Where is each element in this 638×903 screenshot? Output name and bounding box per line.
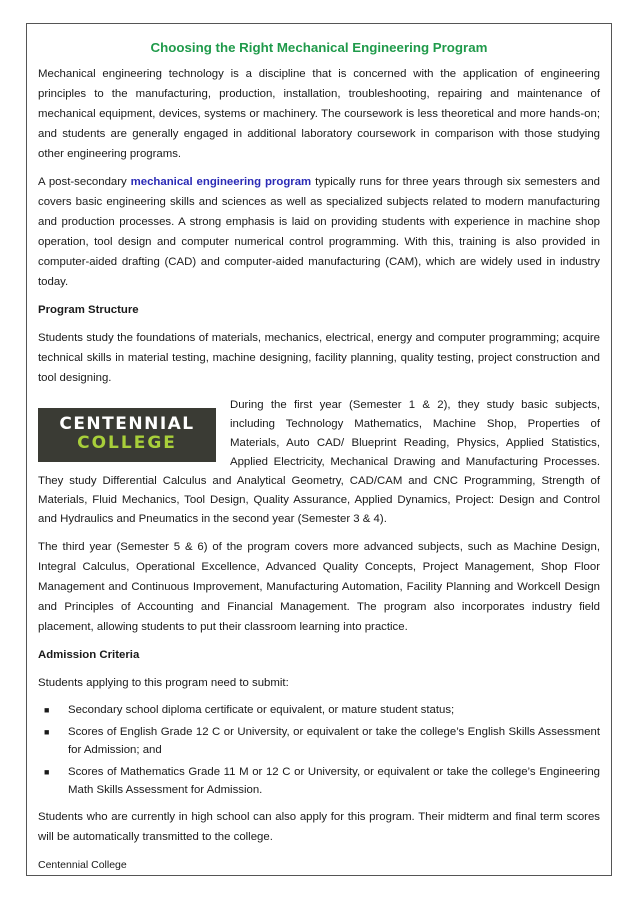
first-year-block bbox=[38, 396, 600, 529]
program-structure-heading: Program Structure bbox=[38, 304, 139, 316]
page-title: Choosing the Right Mechanical Engineering Program bbox=[150, 40, 488, 55]
first-second-year-paragraph: During the first year (Semester 1 & 2), they study basic subjects, including Technology Mathematics, Machine Shop, Properties of Materials, Auto CAD/ Blueprint Reading, Physics, Applied Statistics, Applied Electricity, Mechanical Drawing and Manufacturing Processes. They study Differential Calculus and Analytical Geometry, CAD/CAM and CNC Programming, Strength of Materials, Fluid Mechanics, Tool Design, Quality Assurance, Applied Dynamics, Project: Design and Control and Hydraulics and Pneumatics in the second year (Semester 3 & 4). bbox=[38, 399, 600, 525]
program-text-after: typically runs for three years through six semesters and covers basic engineering skills and sciences as well as specialized subjects related to modern manufacturing and production processes. A strong emphasis is laid on providing students with experience in machine shop operation, tool design and computer numerical control programming. With this, training is also provided in computer-aided drafting (CAD) and computer-aided manufacturing (CAM), which are widely used in industry today. bbox=[38, 176, 600, 288]
mechanical-engineering-program-link[interactable]: mechanical engineering program bbox=[130, 176, 312, 188]
logo-line-1: CENTENNIAL bbox=[59, 414, 195, 434]
bullet-icon: ■ bbox=[44, 767, 50, 777]
bullet-icon: ■ bbox=[44, 705, 50, 715]
footer-text: Centennial College bbox=[38, 859, 127, 871]
admission-intro: Students applying to this program need to submit: bbox=[38, 677, 289, 689]
centennial-college-logo bbox=[38, 408, 216, 462]
list-item-text: Scores of Mathematics Grade 11 M or 12 C or University, or equivalent or take the college’s Engineering Math Skills Assessment for Admission. bbox=[68, 766, 600, 796]
structure-paragraph: Students study the foundations of materials, mechanics, electrical, energy and computer programming; acquire technical skills in material testing, machine designing, facility planning, quality testing, project construction and tool designing. bbox=[38, 332, 600, 384]
admission-list bbox=[38, 701, 600, 799]
document-body bbox=[38, 38, 600, 875]
intro-paragraph: Mechanical engineering technology is a discipline that is concerned with the application of engineering principles to the manufacturing, production, installation, troubleshooting, repairing and maintenance of mechanical equipment, devices, systems or machinery. The coursework is less theoretical and more hands-on; and students are generally engaged in additional laboratory coursework in comparison with those studying other engineering programs. bbox=[38, 68, 600, 160]
program-text-before: A post-secondary bbox=[38, 176, 131, 188]
list-item-text: Secondary school diploma certificate or equivalent, or mature student status; bbox=[68, 704, 455, 716]
list-item bbox=[38, 763, 600, 799]
list-item bbox=[38, 723, 600, 759]
bullet-icon: ■ bbox=[44, 727, 50, 737]
third-year-paragraph: The third year (Semester 5 & 6) of the program covers more advanced subjects, such as Machine Design, Integral Calculus, Operational Excellence, Advanced Quality Concepts, Project Management, Shop Floor Management and Continuous Improvement, Manufacturing Automation, Facility Planning and Workcell Design and Principles of Accounting and Financial Management. The program also incorporates industry field placement, allowing students to put their classroom learning into practice. bbox=[38, 541, 600, 633]
list-item bbox=[38, 701, 600, 719]
logo-line-2: COLLEGE bbox=[77, 433, 177, 453]
admission-criteria-heading: Admission Criteria bbox=[38, 649, 140, 661]
program-paragraph bbox=[38, 172, 600, 292]
list-item-text: Scores of English Grade 12 C or University, or equivalent or take the college’s English Skills Assessment for Admission; and bbox=[68, 726, 600, 756]
high-school-paragraph: Students who are currently in high school can also apply for this program. Their midterm and final term scores will be automatically transmitted to the college. bbox=[38, 811, 600, 843]
